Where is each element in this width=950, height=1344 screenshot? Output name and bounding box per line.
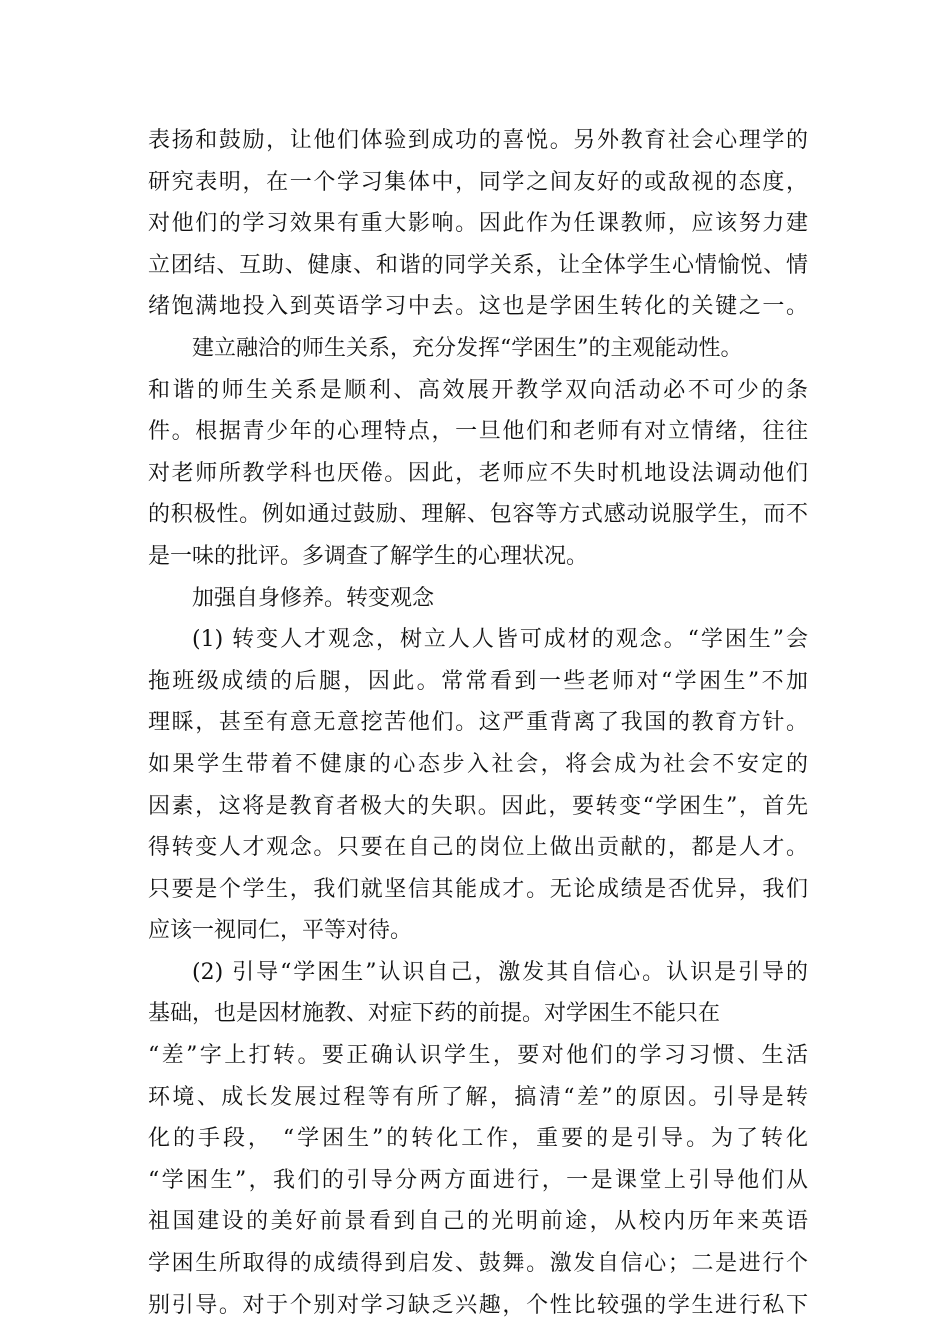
- text-line: 化的手段， “学困生”的转化工作，重要的是引导。为了转化: [148, 1126, 808, 1152]
- text-line: 只要是个学生，我们就坚信其能成才。无论成绩是否优异，我们: [148, 876, 808, 902]
- section-heading: 加强自身修养。转变观念: [192, 585, 435, 611]
- text-line: 的积极性。例如通过鼓励、理解、包容等方式感动说服学生，而不: [148, 502, 808, 528]
- text-line: 对他们的学习效果有重大影响。因此作为任课教师，应该努力建: [148, 211, 808, 237]
- text-line: 祖国建设的美好前景看到自己的光明前途，从校内历年来英语: [148, 1209, 808, 1235]
- text-line: 研究表明，在一个学习集体中，同学之间友好的或敌视的态度，: [148, 169, 808, 195]
- text-line: 应该一视同仁，平等对待。: [148, 918, 413, 944]
- paragraph-heading: 建立融洽的师生关系，充分发挥“学困生”的主观能动性。: [192, 335, 743, 361]
- text-line: 如果学生带着不健康的心态步入社会，将会成为社会不安定的: [148, 751, 808, 777]
- text-line: “差”字上打转。要正确认识学生，要对他们的学习习惯、生活: [148, 1043, 808, 1069]
- text-line: 得转变人才观念。只要在自己的岗位上做出贡献的，都是人才。: [148, 835, 808, 861]
- document-body: [148, 120, 808, 1326]
- text-line: 件。根据青少年的心理特点，一旦他们和老师有对立情绪，往往: [148, 419, 808, 445]
- numbered-point-1: (1) 转变人才观念，树立人人皆可成材的观念。“学困生”会: [192, 627, 808, 653]
- text-line: 基础，也是因材施教、对症下药的前提。对学困生不能只在: [148, 1001, 721, 1027]
- text-line: 别引导。对于个别对学习缺乏兴趣，个性比较强的学生进行私下: [148, 1292, 808, 1318]
- text-line: “学困生”，我们的引导分两方面进行，一是课堂上引导他们从: [148, 1167, 808, 1193]
- text-line: 拖班级成绩的后腿，因此。常常看到一些老师对“学困生”不加: [148, 668, 808, 694]
- text-line: 绪饱满地投入到英语学习中去。这也是学困生转化的关键之一。: [148, 294, 808, 320]
- text-line: 表扬和鼓励，让他们体验到成功的喜悦。另外教育社会心理学的: [148, 128, 808, 153]
- text-line: 环境、成长发展过程等有所了解，搞清“差”的原因。引导是转: [148, 1084, 808, 1110]
- text-line: 理睬，甚至有意无意挖苦他们。这严重背离了我国的教育方针。: [148, 710, 808, 736]
- text-line: 是一味的批评。多调查了解学生的心理状况。: [148, 543, 589, 569]
- text-line: 和谐的师生关系是顺利、高效展开教学双向活动必不可少的条: [148, 377, 808, 403]
- text-line: 对老师所教学科也厌倦。因此，老师应不失时机地设法调动他们: [148, 460, 808, 486]
- numbered-point-2: (2) 引导“学困生”认识自己，激发其自信心。认识是引导的: [192, 959, 808, 985]
- text-line: 学困生所取得的成绩得到启发、鼓舞。激发自信心；二是进行个: [148, 1251, 808, 1277]
- text-line: 立团结、互助、健康、和谐的同学关系，让全体学生心情愉悦、情: [148, 252, 808, 278]
- text-line: 因素，这将是教育者极大的失职。因此，要转变“学困生”，首先: [148, 793, 808, 819]
